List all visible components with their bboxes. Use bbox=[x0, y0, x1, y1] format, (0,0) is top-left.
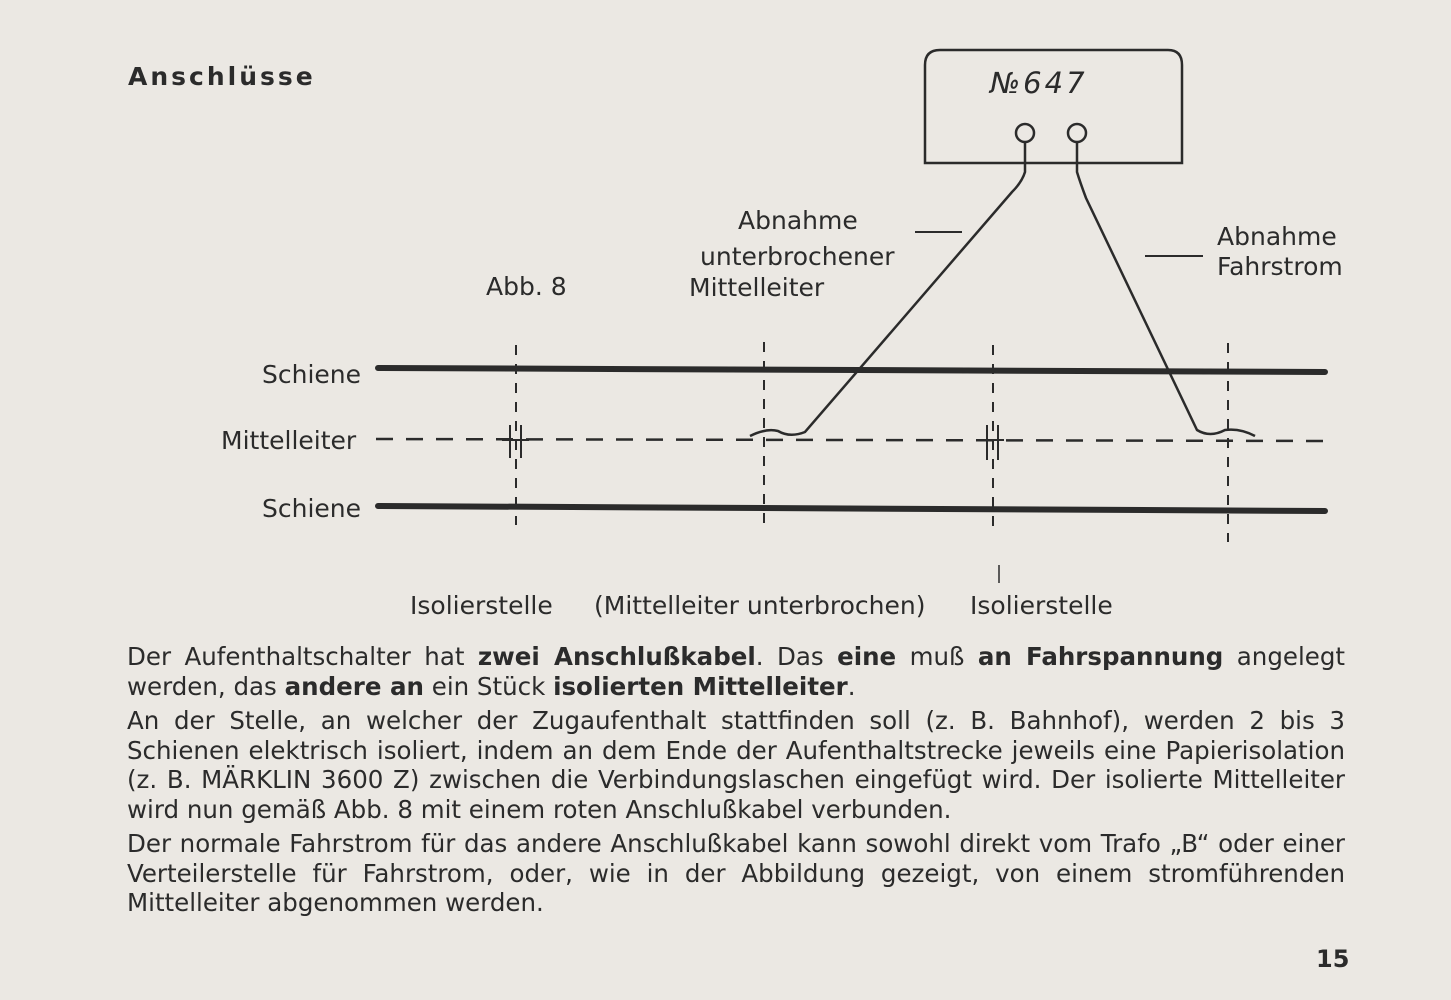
section-heading: Anschlüsse bbox=[128, 62, 316, 91]
figure-label: Abb. 8 bbox=[486, 272, 567, 301]
device-number: №647 bbox=[990, 66, 1088, 100]
label-center-conductor: Mittelleiter bbox=[221, 426, 357, 455]
body-text bbox=[127, 642, 1345, 923]
page-number: 15 bbox=[1316, 945, 1350, 973]
label-pickup-drive-2: Fahrstrom bbox=[1217, 252, 1343, 281]
paragraph-1: Der Aufenthaltschalter hat zwei Anschlußkabel. Das eine muß an Fahrspannung angelegt werden, das andere an ein Stück isolierten Mittelleiter. bbox=[127, 642, 1346, 701]
label-pickup-drive-1: Abnahme bbox=[1217, 222, 1337, 251]
terminal-right-icon bbox=[1068, 124, 1086, 142]
label-interrupted-note: (Mittelleiter unterbrochen) bbox=[594, 591, 926, 620]
label-pickup-interrupted-3: Mittelleiter bbox=[689, 273, 825, 302]
paragraph-3: Der normale Fahrstrom für das andere Anschlußkabel kann sowohl direkt vom Trafo „B“ oder einer Verteilerstelle für Fahrstrom, oder, wie in der Abbildung gezeigt, von einem stromführenden Mittelleiter abgenommen werden. bbox=[127, 829, 1345, 917]
terminal-left-icon bbox=[1016, 124, 1034, 142]
paragraph-2: An der Stelle, an welcher der Zugaufenthalt stattfinden soll (z. B. Bahnhof), werden 2 bis 3 Schienen elektrisch isoliert, indem an dem Ende der Aufenthaltstrecke jeweils eine Papierisolation (z. B. MÄRKLIN 3600 Z) zwischen die Verbindungslaschen eingefügt wird. Der isolierte Mittelleiter wird nun gemäß Abb. 8 mit einem roten Anschlußkabel verbunden. bbox=[127, 706, 1345, 824]
label-pickup-interrupted-2: unterbrochener bbox=[700, 242, 895, 271]
rail-bottom-line bbox=[378, 506, 1325, 511]
label-rail-bottom: Schiene bbox=[262, 494, 362, 523]
rail-top-line bbox=[378, 368, 1325, 372]
label-rail-top: Schiene bbox=[262, 360, 362, 389]
label-isolation-right: Isolierstelle bbox=[970, 591, 1113, 620]
label-isolation-left: Isolierstelle bbox=[410, 591, 553, 620]
label-pickup-interrupted-1: Abnahme bbox=[738, 206, 858, 235]
cable-drive-current bbox=[1077, 142, 1255, 436]
